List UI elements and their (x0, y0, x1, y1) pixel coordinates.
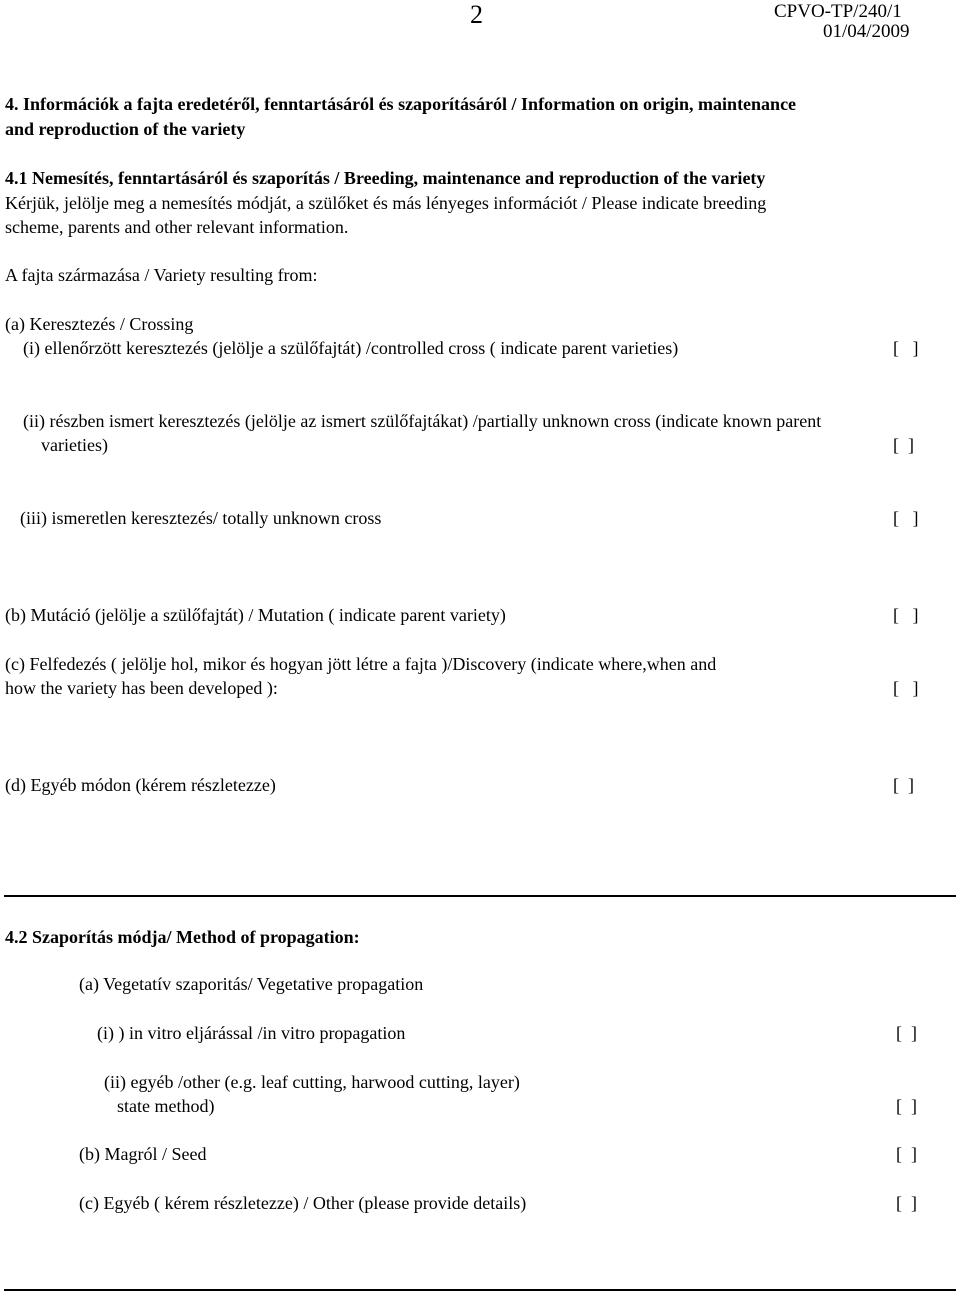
seed-checkbox[interactable]: [ ] (896, 1144, 917, 1164)
section-42-title: 4.2 Szaporítás módja/ Method of propagation: (5, 927, 360, 947)
other-method-checkbox[interactable]: [ ] (893, 775, 914, 795)
section-41-instruction-line1: Kérjük, jelölje meg a nemesítés módját, a szülőket és más lényeges információt / Please indicate breeding (5, 193, 767, 213)
discovery-checkbox[interactable]: [ ] (893, 678, 919, 698)
document-date: 01/04/2009 (823, 21, 910, 42)
in-vitro-label: (i) ) in vitro eljárással /in vitro propagation (97, 1023, 406, 1043)
section-41-title: 4.1 Nemesítés, fenntartásáról és szaporítás / Breeding, maintenance and reproduction of the variety (5, 168, 766, 188)
totally-unknown-cross-checkbox[interactable]: [ ] (893, 508, 919, 528)
in-vitro-checkbox[interactable]: [ ] (896, 1023, 917, 1043)
section-41-instruction-line2: scheme, parents and other relevant information. (5, 217, 349, 237)
partially-unknown-cross-label-line2: varieties) (41, 435, 108, 455)
section-4-title-line2: and reproduction of the variety (5, 119, 246, 139)
mutation-label: (b) Mutáció (jelölje a szülőfajtát) / Mutation ( indicate parent variety) (5, 605, 506, 625)
discovery-label-line1: (c) Felfedezés ( jelölje hol, mikor és hogyan jött létre a fajta )/Discovery (indicate where,when and (5, 654, 717, 674)
controlled-cross-label: (i) ellenőrzött keresztezés (jelölje a szülőfajtát) /controlled cross ( indicate parent varieties) (23, 338, 679, 358)
other-vegetative-checkbox[interactable]: [ ] (896, 1096, 917, 1116)
bottom-divider (4, 1289, 956, 1291)
page-number: 2 (470, 0, 483, 29)
mutation-checkbox[interactable]: [ ] (893, 605, 919, 625)
controlled-cross-checkbox[interactable]: [ ] (893, 338, 919, 358)
partially-unknown-cross-checkbox[interactable]: [ ] (893, 435, 914, 455)
partially-unknown-cross-label-line1: (ii) részben ismert keresztezés (jelölje az ismert szülőfajtákat) /partially unknown cross (indicate known parent (23, 411, 822, 431)
document-id: CPVO-TP/240/1 (774, 1, 902, 22)
other-vegetative-label-line2: state method) (117, 1096, 215, 1116)
variety-origin-label: A fajta származása / Variety resulting from: (5, 265, 318, 285)
section-divider (4, 895, 956, 897)
other-propagation-label: (c) Egyéb ( kérem részletezze) / Other (please provide details) (79, 1193, 527, 1213)
other-vegetative-label-line1: (ii) egyéb /other (e.g. leaf cutting, harwood cutting, layer) (104, 1072, 520, 1092)
discovery-label-line2: how the variety has been developed ): (5, 678, 278, 698)
vegetative-heading: (a) Vegetatív szaporitás/ Vegetative propagation (79, 974, 424, 994)
totally-unknown-cross-label: (iii) ismeretlen keresztezés/ totally unknown cross (20, 508, 382, 528)
other-method-label: (d) Egyéb módon (kérem részletezze) (5, 775, 276, 795)
crossing-heading: (a) Keresztezés / Crossing (5, 314, 194, 334)
section-4-title-line1: 4. Információk a fajta eredetéről, fenntartásáról és szaporításáról / Information on origin, maintenance (5, 94, 797, 114)
seed-label: (b) Magról / Seed (79, 1144, 207, 1164)
other-propagation-checkbox[interactable]: [ ] (896, 1193, 917, 1213)
